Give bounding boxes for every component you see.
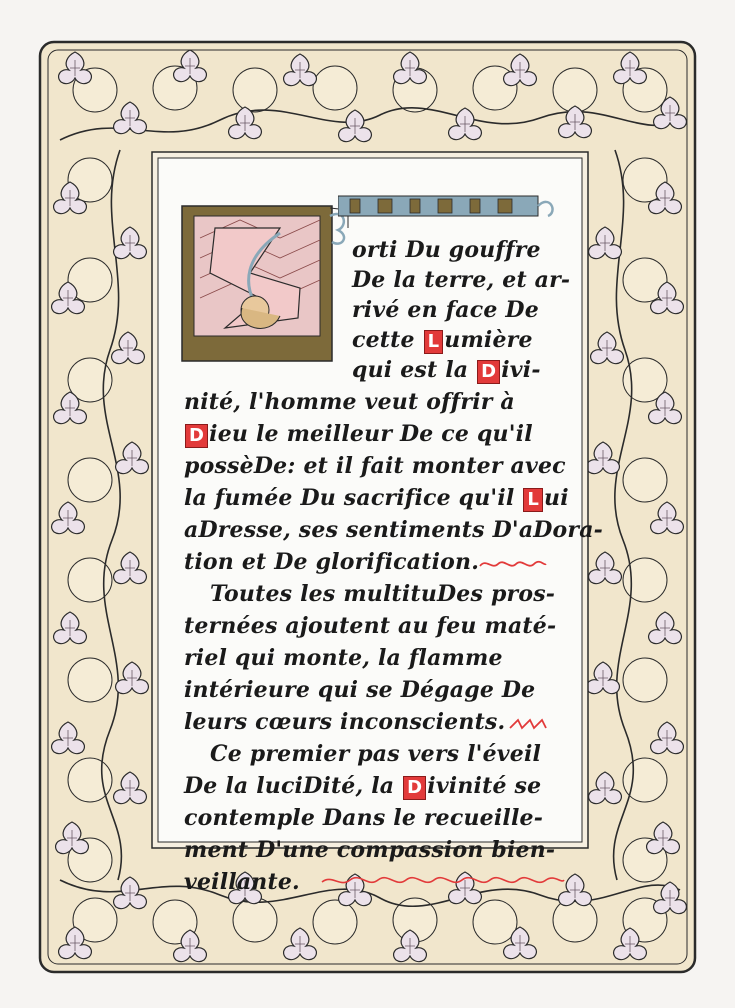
text-line: aDresse, ses sentiments D'aDora- (184, 517, 604, 543)
text-line: De la terre, et ar- (352, 267, 571, 293)
text-line: possèDe: et il fait monter avec (184, 453, 566, 479)
manuscript-text-tail (160, 160, 580, 895)
text-span: ui (544, 485, 569, 511)
text-line: nité, l'homme veut offrir à (184, 389, 515, 415)
text-span: ieu le meilleur De ce qu'il (209, 421, 533, 447)
text-span: cette (352, 327, 423, 353)
text-line: rivé en face De (352, 297, 539, 323)
text-span: la fumée Du sacrifice qu'il (184, 485, 523, 511)
text-span: ivinité se (427, 773, 542, 799)
red-flourish-band (318, 872, 568, 890)
text-line: tion et De glorification. (184, 549, 480, 575)
text-line: veillante. (184, 869, 300, 895)
text-span: De la luciDité, la (184, 773, 403, 799)
text-line: contemple Dans le recueille- (184, 805, 544, 831)
text-line: ternées ajoutent au feu maté- (184, 613, 557, 639)
red-initial: D (185, 424, 208, 448)
red-initial: D (403, 776, 426, 800)
text-line: Toutes les multituDes pros- (210, 581, 556, 607)
text-span: ivi- (501, 357, 541, 383)
red-initial: L (523, 488, 543, 512)
text-line: orti Du gouffre (352, 237, 541, 263)
text-line: intérieure qui se Dégage De (184, 677, 536, 703)
text-line: ment D'une compassion bien- (184, 837, 556, 863)
text-line: riel qui monte, la flamme (184, 645, 503, 671)
text-line: leurs cœurs inconscients. (184, 709, 506, 735)
red-initial: D (477, 360, 500, 384)
red-initial: L (424, 330, 444, 354)
text-span: umière (444, 327, 533, 353)
text-line: Ce premier pas vers l'éveil (210, 741, 542, 767)
text-span: qui est la (352, 357, 477, 383)
